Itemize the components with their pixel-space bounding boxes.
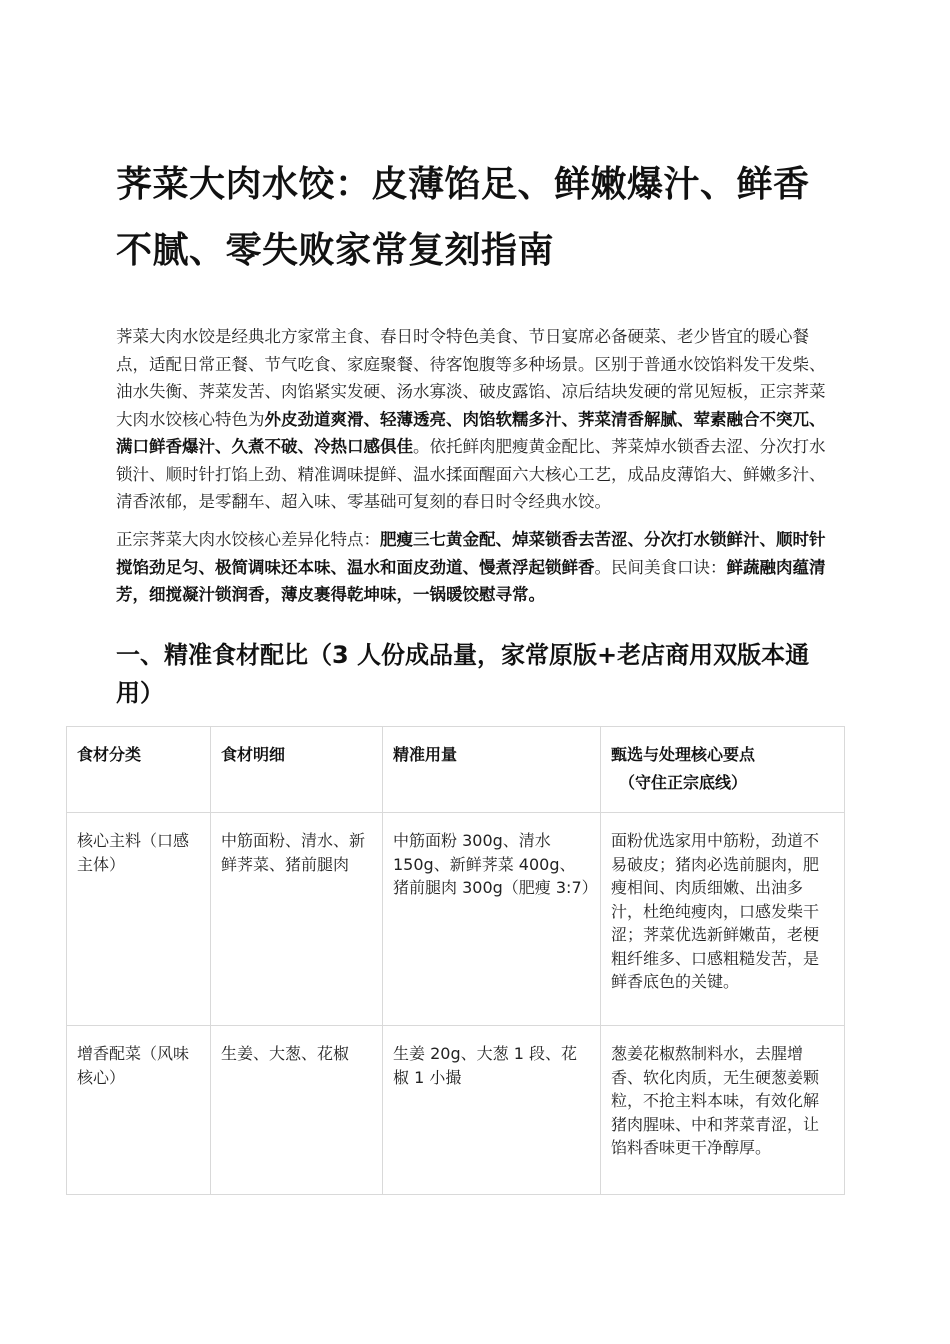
- cell-category: 增香配菜（风味核心）: [67, 1026, 211, 1195]
- ingredients-table: [66, 726, 845, 1195]
- document-title: 荠菜大肉水饺：皮薄馅足、鲜嫩爆汁、鲜香不腻、零失败家常复刻指南: [116, 164, 810, 271]
- cell-detail: 中筋面粉、清水、新鲜荠菜、猪前腿肉: [211, 813, 383, 1026]
- header-detail: 食材明细: [211, 727, 383, 813]
- cell-tips: 葱姜花椒熬制料水，去腥增香、软化肉质，无生硬葱姜颗粒，不抢主料本味，有效化解猪肉腥味、中和荠菜青涩，让馅料香味更干净醇厚。: [601, 1026, 845, 1195]
- table-header-row: [67, 727, 845, 813]
- cell-amount: 中筋面粉 300g、清水 150g、新鲜荠菜 400g、猪前腿肉 300g（肥瘦 3:7）: [383, 813, 601, 1026]
- header-tips: [601, 727, 845, 813]
- intro-text-2: 。依托鲜肉肥瘦黄金配比、荠菜焯水锁香去涩、分次打水锁汁、顺时针打馅上劲、精准调味提鲜、温水揉面醒面六大核心工艺，成品皮薄馅大、鲜嫩多汁、清香浓郁，是零翻车、超入味、零基础可复刻的春日时令经典水饺。: [116, 437, 826, 511]
- features-mid: 。民间美食口诀：: [594, 557, 727, 577]
- header-amount: 精准用量: [383, 727, 601, 813]
- header-tips-subtitle: （守住正宗底线）: [619, 773, 748, 792]
- intro-highlight: 外皮劲道爽滑、轻薄透亮、肉馅软糯多汁、荠菜清香解腻、荤素融合不突兀、满口鲜香爆汁、久煮不破、冷热口感俱佳: [116, 409, 826, 456]
- table-row: [67, 1026, 845, 1195]
- cell-category: 核心主料（口感主体）: [67, 813, 211, 1026]
- cell-amount: 生姜 20g、大葱 1 段、花椒 1 小撮: [383, 1026, 601, 1195]
- header-tips-title: 甄选与处理核心要点: [611, 745, 756, 764]
- intro-text-1: 荠菜大肉水饺是经典北方家常主食、春日时令特色美食、节日宴席必备硬菜、老少皆宜的暖心餐点，适配日常正餐、节气吃食、家庭聚餐、待客饱腹等多种场景。区别于普通水饺馅料发干发柴、油水失衡、荠菜发苦、肉馅紧实发硬、汤水寡淡、破皮露馅、凉后结块发硬的常见短板，正宗荠菜大肉水饺核心特色为: [116, 327, 826, 429]
- folk-rhyme: 鲜蔬融肉蕴清芳，细搅凝汁锁润香，薄皮裹得乾坤味，一锅暖饺慰寻常。: [116, 557, 826, 604]
- intro-paragraph: [116, 323, 838, 516]
- cell-detail: 生姜、大葱、花椒: [211, 1026, 383, 1195]
- header-category: 食材分类: [67, 727, 211, 813]
- cell-tips: 面粉优选家用中筋粉，劲道不易破皮；猪肉必选前腿肉，肥瘦相间、肉质细嫩、出油多汁，杜绝纯瘦肉，口感发柴干涩；荠菜优选新鲜嫩苗，老梗粗纤维多、口感粗糙发苦，是鲜香底色的关键。: [601, 813, 845, 1026]
- features-highlight: 肥瘦三七黄金配、焯菜锁香去苦涩、分次打水锁鲜汁、顺时针搅馅劲足匀、极简调味还本味、温水和面皮劲道、慢煮浮起锁鲜香: [116, 530, 826, 577]
- table-row: [67, 813, 845, 1026]
- features-lead: 正宗荠菜大肉水饺核心差异化特点：: [116, 530, 380, 549]
- section-heading-ingredients: 一、精准食材配比（3 人份成品量，家常原版+老店商用双版本通用）: [116, 641, 810, 707]
- features-paragraph: [116, 526, 838, 609]
